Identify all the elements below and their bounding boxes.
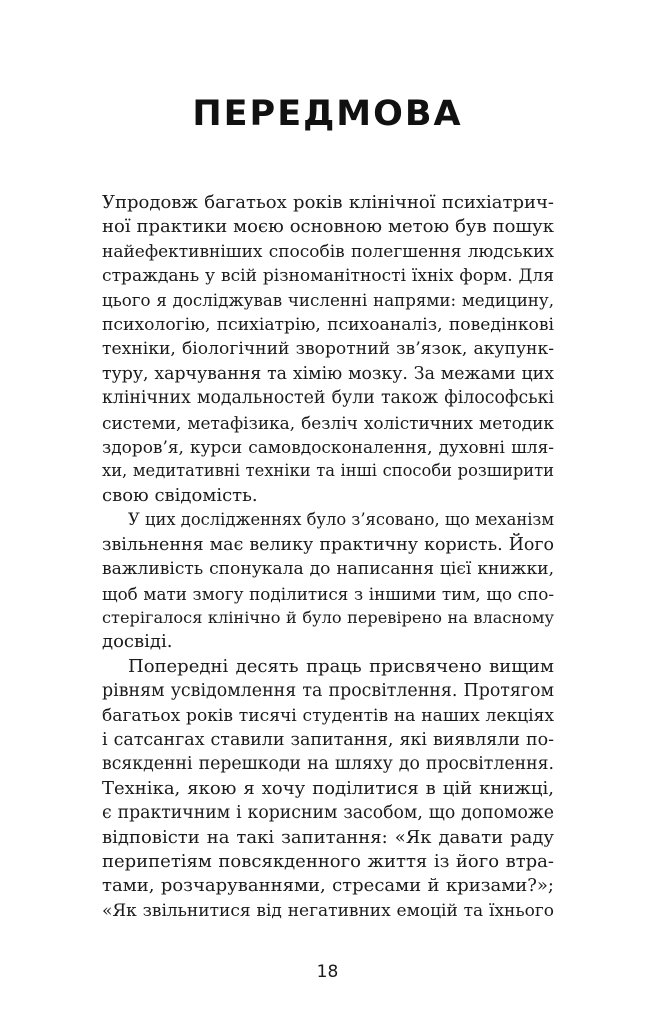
paragraph — [102, 655, 554, 923]
paragraph — [102, 508, 554, 654]
text-line: всякденні перешкоди на шляху до просвітлення. — [102, 754, 554, 775]
text-line: Попередні десять праць присвячено вищим — [128, 655, 554, 677]
text-line: психологію, психіатрію, психоаналіз, поведінкові — [102, 315, 554, 336]
text-line: багатьох років тисячі студентів на наших лекціях — [102, 705, 554, 726]
text-line: туру, харчування та хімію мозку. За межами цих — [102, 363, 554, 384]
text-line: свою свідомість. — [102, 484, 258, 506]
text-line: У цих дослідженнях було з’ясовано, що механізм — [128, 510, 555, 530]
text-line: стерігалося клінічно й було перевірено на власному — [102, 607, 554, 627]
text-line: найефективніших способів полегшення людських — [102, 241, 554, 262]
text-line: перипетіям повсякденного життя із його втра- — [102, 850, 554, 872]
text-line: є практичним і корисним засобом, що допоможе — [102, 803, 554, 824]
text-line: важливість спонукала до написання цієї книжки, — [102, 559, 554, 580]
text-line: техніки, біологічний зворотний зв’язок, акупунк- — [102, 339, 554, 360]
chapter-title: ПЕРЕДМОВА — [192, 94, 463, 134]
text-line: Упродовж багатьох років клінічної психіатрич- — [102, 192, 554, 213]
text-line: системи, метафізика, безліч холістичних методик — [102, 412, 554, 433]
text-line: і сатсангах ставили запитання, які виявляли по- — [102, 729, 554, 750]
text-line: «Як звільнитися від негативних емоцій та їхнього — [102, 900, 554, 921]
page-number: 18 — [316, 962, 339, 982]
text-line: хи, медитативні техніки та інші способи розширити — [102, 461, 554, 481]
text-line: звільнення має велику практичну користь. Його — [102, 534, 554, 555]
text-line: відповісти на такі запитання: «Як давати раду — [102, 826, 554, 848]
text-line: досвіді. — [102, 631, 173, 653]
text-line: щоб мати змогу поділитися з іншими тим, що спо- — [102, 583, 554, 604]
text-line: тами, розчаруваннями, стресами й кризами?»; — [102, 875, 554, 897]
text-line: здоров’я, курси самовдосконалення, духовні шля- — [102, 437, 554, 458]
text-line: ної практики моєю основною метою був пошук — [102, 216, 554, 238]
text-line: цього я досліджував численні напрями: медицину, — [102, 290, 554, 310]
text-line: рівням усвідомлення та просвітлення. Протягом — [102, 681, 554, 702]
text-line: клінічних модальностей були також філософські — [102, 388, 554, 409]
text-line: страждань у всій різноманітності їхніх форм. Для — [102, 266, 554, 287]
body-text — [102, 191, 554, 923]
text-line: Техніка, якою я хочу поділитися в цій книжці, — [102, 777, 554, 799]
paragraph — [102, 191, 554, 508]
